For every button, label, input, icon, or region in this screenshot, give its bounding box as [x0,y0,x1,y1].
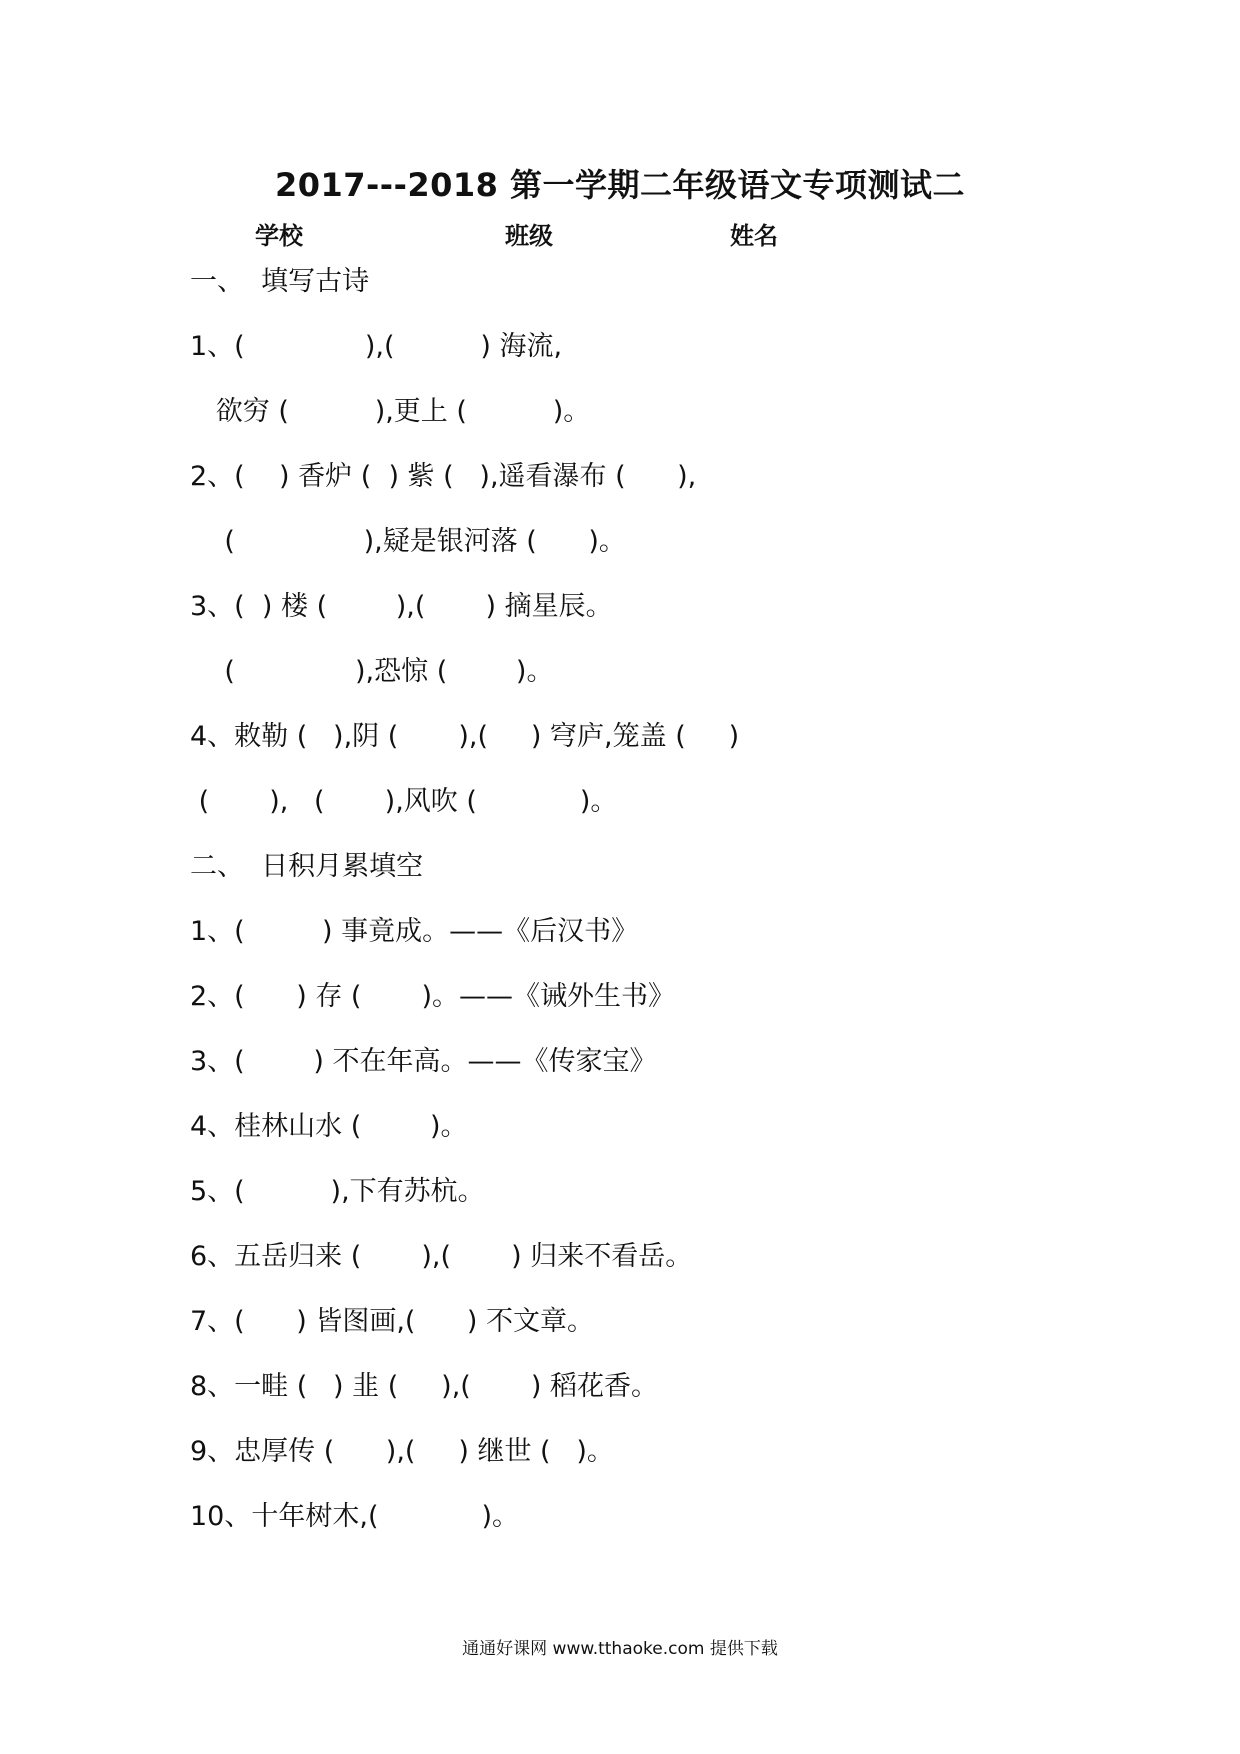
fill-line: 3、( ) 不在年高。——《传家宝》 [190,1046,657,1077]
poem-line: 3、( ) 楼 ( ),( ) 摘星辰。 [190,591,613,622]
fill-line: 7、( ) 皆图画,( ) 不文章。 [190,1306,595,1337]
fill-line: 1、( ) 事竟成。——《后汉书》 [190,916,639,947]
fill-line: 4、桂林山水 ( )。 [190,1111,468,1142]
class-label: 班级 [505,222,553,250]
poem-line: 4、敕勒 ( ),阴 ( ),( ) 穹庐,笼盖 ( ) [190,721,740,752]
name-label: 姓名 [730,222,778,250]
poem-line: 欲穷 ( ),更上 ( )。 [190,396,591,427]
poem-line: 1、( ),( ) 海流, [190,331,563,362]
school-label: 学校 [255,222,303,250]
fill-line: 10、十年树木,( )。 [190,1501,519,1532]
poem-line: ( ),恐惊 ( )。 [190,656,554,687]
fill-line: 5、( ),下有苏杭。 [190,1176,485,1207]
fill-line: 8、一畦 ( ) 韭 ( ),( ) 稻花香。 [190,1371,659,1402]
fill-line: 9、忠厚传 ( ),( ) 继世 ( )。 [190,1436,614,1467]
footer-note: 通通好课网 www.tthaoke.com 提供下载 [462,1639,778,1659]
fill-line: 2、( ) 存 ( )。——《诫外生书》 [190,981,676,1012]
poem-line: 2、( ) 香炉 ( ) 紫 ( ),遥看瀑布 ( ), [190,461,697,492]
fill-line: 6、五岳归来 ( ),( ) 归来不看岳。 [190,1241,693,1272]
section1-heading: 一、 填写古诗 [190,266,370,297]
page-title: 2017---2018 第一学期二年级语文专项测试二 [274,166,966,204]
poem-line: ( ), ( ),风吹 ( )。 [190,786,618,817]
section2-heading: 二、 日积月累填空 [190,851,424,882]
poem-line: ( ),疑是银河落 ( )。 [190,526,626,557]
